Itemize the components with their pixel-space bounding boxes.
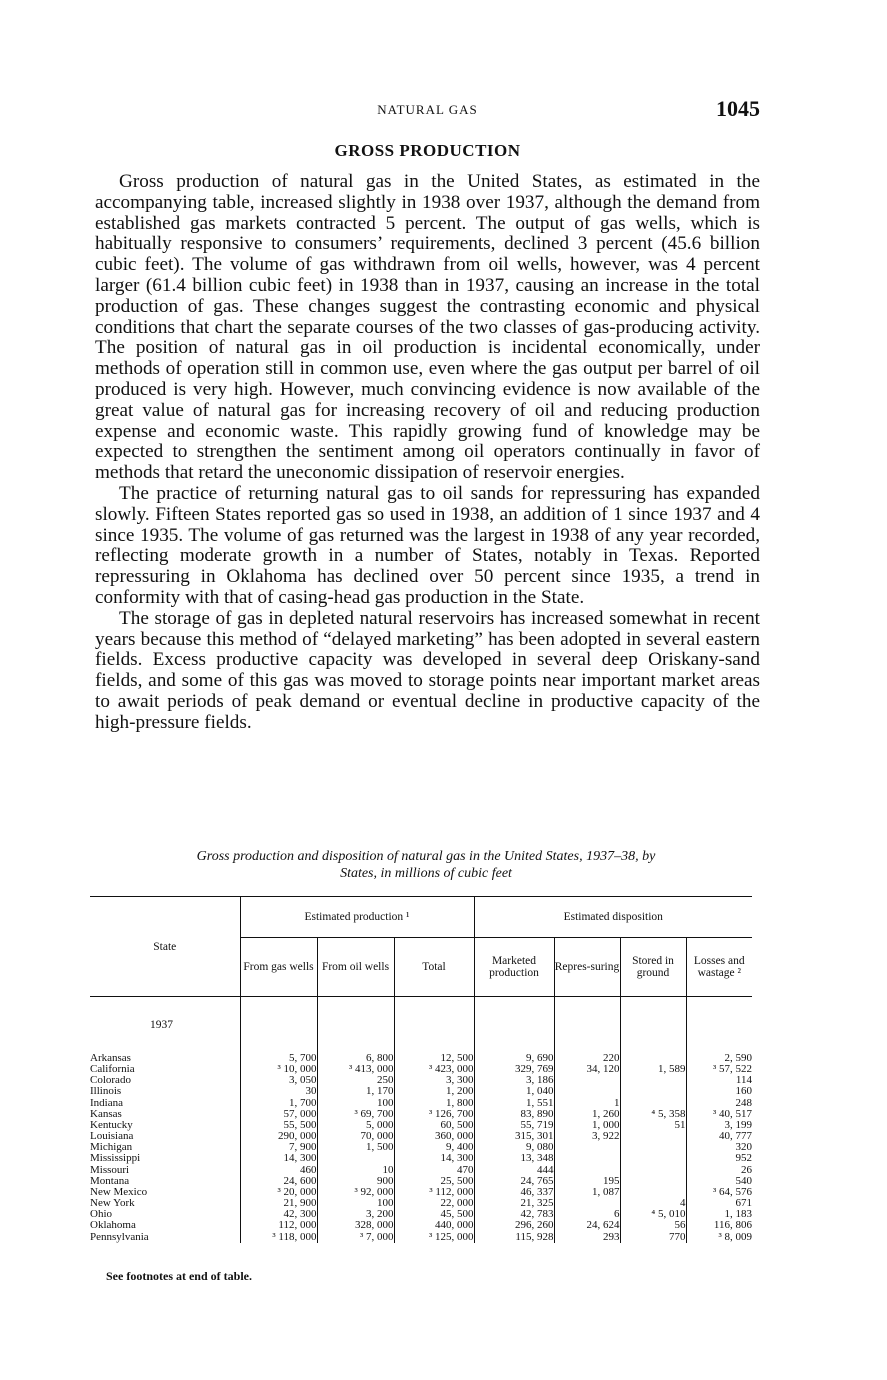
cell-stored: 1, 589: [620, 1064, 686, 1075]
cell-losses: ³ 57, 522: [686, 1064, 752, 1075]
table-row: [90, 1064, 752, 1075]
table-caption-line-2: States, in millions of cubic feet: [340, 866, 512, 881]
cell-gas: 21, 900: [240, 1198, 317, 1209]
cell-losses: 160: [686, 1086, 752, 1097]
cell-oil: 10: [317, 1165, 394, 1176]
header-losses-and-wastage: Losses and wastage ²: [686, 938, 752, 997]
state-name: Montana: [90, 1175, 130, 1187]
cell-stored: 56: [620, 1220, 686, 1231]
cell-marketed: 13, 348: [474, 1153, 554, 1164]
cell-oil: 1, 500: [317, 1142, 394, 1153]
cell-losses: 114: [686, 1075, 752, 1086]
cell-marketed: 315, 301: [474, 1131, 554, 1142]
table-row: [90, 1098, 752, 1109]
cell-repress: 1, 000: [554, 1120, 620, 1131]
cell-total: 22, 000: [394, 1198, 474, 1209]
state-name: Michigan: [90, 1142, 133, 1154]
cell-losses: 320: [686, 1142, 752, 1153]
state-name: Pennsylvania: [90, 1231, 149, 1243]
cell-oil: 100: [317, 1098, 394, 1109]
cell-gas: 460: [240, 1165, 317, 1176]
state-name: New Mexico: [90, 1186, 148, 1198]
cell-total: 12, 500: [394, 1053, 474, 1064]
state-name: Missouri: [90, 1164, 130, 1176]
cell-gas: 24, 600: [240, 1176, 317, 1187]
cell-total: 1, 800: [394, 1098, 474, 1109]
cell-stored: ⁴ 5, 010: [620, 1209, 686, 1220]
table-row: [90, 1075, 752, 1086]
table-row: [90, 1120, 752, 1131]
cell-repress: 1, 087: [554, 1187, 620, 1198]
cell-losses: 2, 590: [686, 1053, 752, 1064]
table-caption-line-1: Gross production and disposition of natural gas in the United States, 1937–38, by: [196, 849, 656, 864]
cell-repress: 1: [554, 1098, 620, 1109]
cell-losses: 26: [686, 1165, 752, 1176]
table-row: [90, 1187, 752, 1198]
cell-repress: 220: [554, 1053, 620, 1064]
cell-repress: [554, 1142, 620, 1153]
cell-total: 45, 500: [394, 1209, 474, 1220]
cell-stored: [620, 1153, 686, 1164]
cell-oil: [317, 1153, 394, 1164]
cell-total: 470: [394, 1165, 474, 1176]
cell-stored: [620, 1142, 686, 1153]
state-name: Kansas: [90, 1108, 122, 1120]
cell-marketed: 444: [474, 1165, 554, 1176]
cell-oil: 3, 200: [317, 1209, 394, 1220]
table-row: [90, 1176, 752, 1187]
state-name: Kentucky: [90, 1119, 133, 1131]
cell-losses: 248: [686, 1098, 752, 1109]
table-row: [90, 1209, 752, 1220]
cell-marketed: 1, 040: [474, 1086, 554, 1097]
cell-repress: [554, 1086, 620, 1097]
cell-losses: ³ 40, 517: [686, 1109, 752, 1120]
table-footnote: See footnotes at end of table.: [106, 1269, 252, 1283]
header-stored-in-ground: Stored in ground: [620, 938, 686, 997]
cell-total: ³ 126, 700: [394, 1109, 474, 1120]
cell-total: ³ 125, 000: [394, 1232, 474, 1243]
body-text: [95, 172, 760, 734]
cell-losses: 1, 183: [686, 1209, 752, 1220]
cell-marketed: 329, 769: [474, 1064, 554, 1075]
running-head: [95, 96, 760, 126]
cell-gas: 290, 000: [240, 1131, 317, 1142]
cell-total: 360, 000: [394, 1131, 474, 1142]
state-name: New York: [90, 1198, 135, 1210]
cell-marketed: 21, 325: [474, 1198, 554, 1209]
cell-repress: [554, 1198, 620, 1209]
cell-gas: 42, 300: [240, 1209, 317, 1220]
cell-oil: 6, 800: [317, 1053, 394, 1064]
cell-repress: [554, 1153, 620, 1164]
table-row: [90, 1198, 752, 1209]
cell-stored: ⁴ 5, 358: [620, 1109, 686, 1120]
cell-total: 1, 200: [394, 1086, 474, 1097]
table-caption: [92, 848, 760, 882]
cell-total: ³ 112, 000: [394, 1187, 474, 1198]
cell-marketed: 24, 765: [474, 1176, 554, 1187]
table-row: [90, 1232, 752, 1243]
cell-stored: 770: [620, 1232, 686, 1243]
cell-repress: [554, 1165, 620, 1176]
section-heading: GROSS PRODUCTION: [334, 141, 521, 160]
cell-total: 25, 500: [394, 1176, 474, 1187]
cell-repress: 6: [554, 1209, 620, 1220]
cell-oil: 328, 000: [317, 1220, 394, 1231]
cell-repress: 3, 922: [554, 1131, 620, 1142]
cell-marketed: 115, 928: [474, 1232, 554, 1243]
cell-marketed: 9, 080: [474, 1142, 554, 1153]
table-row: [90, 1220, 752, 1231]
paragraph-3: The storage of gas in depleted natural reservoirs has increased somewhat in recent years because this method of “delayed marketing” has been adopted in several eastern fields. Excess productive capacity was developed in several deep Oriskany-sand fields, and some of this gas was moved to storage points near important market areas to await periods of peak demand or eventual decline in productive capacity of the high-pressure fields.: [95, 607, 760, 733]
cell-total: 440, 000: [394, 1220, 474, 1231]
cell-losses: 3, 199: [686, 1120, 752, 1131]
cell-stored: 51: [620, 1120, 686, 1131]
cell-repress: [554, 1075, 620, 1086]
cell-stored: [620, 1176, 686, 1187]
cell-oil: ³ 7, 000: [317, 1232, 394, 1243]
page-number: 1045: [716, 96, 760, 121]
cell-marketed: 55, 719: [474, 1120, 554, 1131]
cell-oil: 250: [317, 1075, 394, 1086]
header-from-oil-wells: From oil wells: [317, 938, 394, 997]
header-estimated-production: Estimated production ¹: [240, 897, 474, 938]
state-name: California: [90, 1064, 135, 1076]
state-name: Colorado: [90, 1075, 131, 1087]
cell-marketed: 9, 690: [474, 1053, 554, 1064]
cell-stored: [620, 1187, 686, 1198]
running-title: NATURAL GAS: [377, 102, 478, 117]
state-name: Ohio: [90, 1209, 112, 1221]
header-marketed-production: Marketed production: [474, 938, 554, 997]
cell-stored: [620, 1086, 686, 1097]
cell-gas: 112, 000: [240, 1220, 317, 1231]
cell-oil: 1, 170: [317, 1086, 394, 1097]
cell-repress: 195: [554, 1176, 620, 1187]
cell-oil: ³ 69, 700: [317, 1109, 394, 1120]
cell-total: 3, 300: [394, 1075, 474, 1086]
cell-total: ³ 423, 000: [394, 1064, 474, 1075]
paragraph-2: The practice of returning natural gas to oil sands for repressuring has expanded slowly. Fifteen States reported gas so used in 1938, an addition of 1 since 1937 and 4 since 1935. The volume of gas returned was the largest in 1938 of any year recorded, reflecting moderate growth in a number of States, notably in Texas. Reported repressuring in Oklahoma has declined over 50 percent since 1935, a trend in conformity with that of casing-head gas production in the State.: [95, 482, 760, 608]
header-repressuring: Repres-suring: [554, 938, 620, 997]
cell-marketed: 3, 186: [474, 1075, 554, 1086]
cell-losses: 671: [686, 1198, 752, 1209]
cell-gas: 55, 500: [240, 1120, 317, 1131]
cell-losses: 116, 806: [686, 1220, 752, 1231]
header-estimated-disposition: Estimated disposition: [474, 897, 752, 938]
state-name: Indiana: [90, 1097, 123, 1109]
table-row: [90, 1165, 752, 1176]
cell-oil: 900: [317, 1176, 394, 1187]
table-row: [90, 1131, 752, 1142]
cell-gas: 5, 700: [240, 1053, 317, 1064]
cell-losses: ³ 8, 009: [686, 1232, 752, 1243]
cell-marketed: 42, 783: [474, 1209, 554, 1220]
cell-repress: 293: [554, 1232, 620, 1243]
cell-losses: 540: [686, 1176, 752, 1187]
state-name: Mississippi: [90, 1153, 141, 1165]
table-row: [90, 1053, 752, 1064]
cell-stored: [620, 1131, 686, 1142]
header-state: State: [90, 897, 240, 997]
cell-repress: 34, 120: [554, 1064, 620, 1075]
cell-losses: 40, 777: [686, 1131, 752, 1142]
cell-gas: 1, 700: [240, 1098, 317, 1109]
cell-losses: ³ 64, 576: [686, 1187, 752, 1198]
cell-gas: 3, 050: [240, 1075, 317, 1086]
cell-stored: [620, 1165, 686, 1176]
cell-stored: 4: [620, 1198, 686, 1209]
cell-oil: 100: [317, 1198, 394, 1209]
cell-gas: ³ 10, 000: [240, 1064, 317, 1075]
state-name: Louisiana: [90, 1131, 134, 1143]
cell-marketed: 296, 260: [474, 1220, 554, 1231]
table-body: [90, 1053, 752, 1243]
cell-oil: 5, 000: [317, 1120, 394, 1131]
table-row: [90, 1142, 752, 1153]
cell-oil: 70, 000: [317, 1131, 394, 1142]
production-table: [90, 896, 752, 1243]
cell-gas: 7, 900: [240, 1142, 317, 1153]
cell-total: 14, 300: [394, 1153, 474, 1164]
cell-losses: 952: [686, 1153, 752, 1164]
cell-gas: 30: [240, 1086, 317, 1097]
cell-gas: 14, 300: [240, 1153, 317, 1164]
state-name: Oklahoma: [90, 1220, 136, 1232]
cell-marketed: 1, 551: [474, 1098, 554, 1109]
table-row: [90, 1153, 752, 1164]
cell-stored: [620, 1098, 686, 1109]
cell-total: 9, 400: [394, 1142, 474, 1153]
cell-gas: ³ 118, 000: [240, 1232, 317, 1243]
state-name: Illinois: [90, 1086, 122, 1098]
cell-gas: ³ 20, 000: [240, 1187, 317, 1198]
cell-oil: ³ 92, 000: [317, 1187, 394, 1198]
table-row: [90, 1109, 752, 1120]
cell-repress: 24, 624: [554, 1220, 620, 1231]
cell-marketed: 83, 890: [474, 1109, 554, 1120]
cell-stored: [620, 1053, 686, 1064]
cell-oil: ³ 413, 000: [317, 1064, 394, 1075]
cell-stored: [620, 1075, 686, 1086]
paragraph-1: Gross production of natural gas in the United States, as estimated in the accompanying table, increased slightly in 1938 over 1937, although the demand from established gas markets contracted 5 percent. The output of gas wells, which is habitually responsive to consumers’ requirements, declined 3 percent (45.6 billion cubic feet). The volume of gas withdrawn from oil wells, however, was 4 percent larger (61.4 billion cubic feet) in 1938 than in 1937, causing an increase in the total production of gas. These changes suggest the contrasting economic and physical conditions that chart the separate courses of the two classes of gas-producing activity. The position of natural gas in oil production is incidental economically, under methods of operation still in common use, even where the gas output per barrel of oil produced is very high. However, much convincing evidence is now available of the great value of natural gas for increasing recovery of oil and reducing production expense and economic waste. This rapidly growing fund of knowledge may be expected to strengthen the sentiment among oil operators continually in favor of methods that retard the uneconomic dissipation of reservoir energies.: [95, 171, 760, 484]
cell-gas: 57, 000: [240, 1109, 317, 1120]
header-total: Total: [394, 938, 474, 997]
table-row: [90, 1086, 752, 1097]
year-label: 1937: [150, 1019, 173, 1031]
cell-repress: 1, 260: [554, 1109, 620, 1120]
cell-total: 60, 500: [394, 1120, 474, 1131]
cell-marketed: 46, 337: [474, 1187, 554, 1198]
state-name: Arkansas: [90, 1053, 131, 1064]
header-from-gas-wells: From gas wells: [240, 938, 317, 997]
